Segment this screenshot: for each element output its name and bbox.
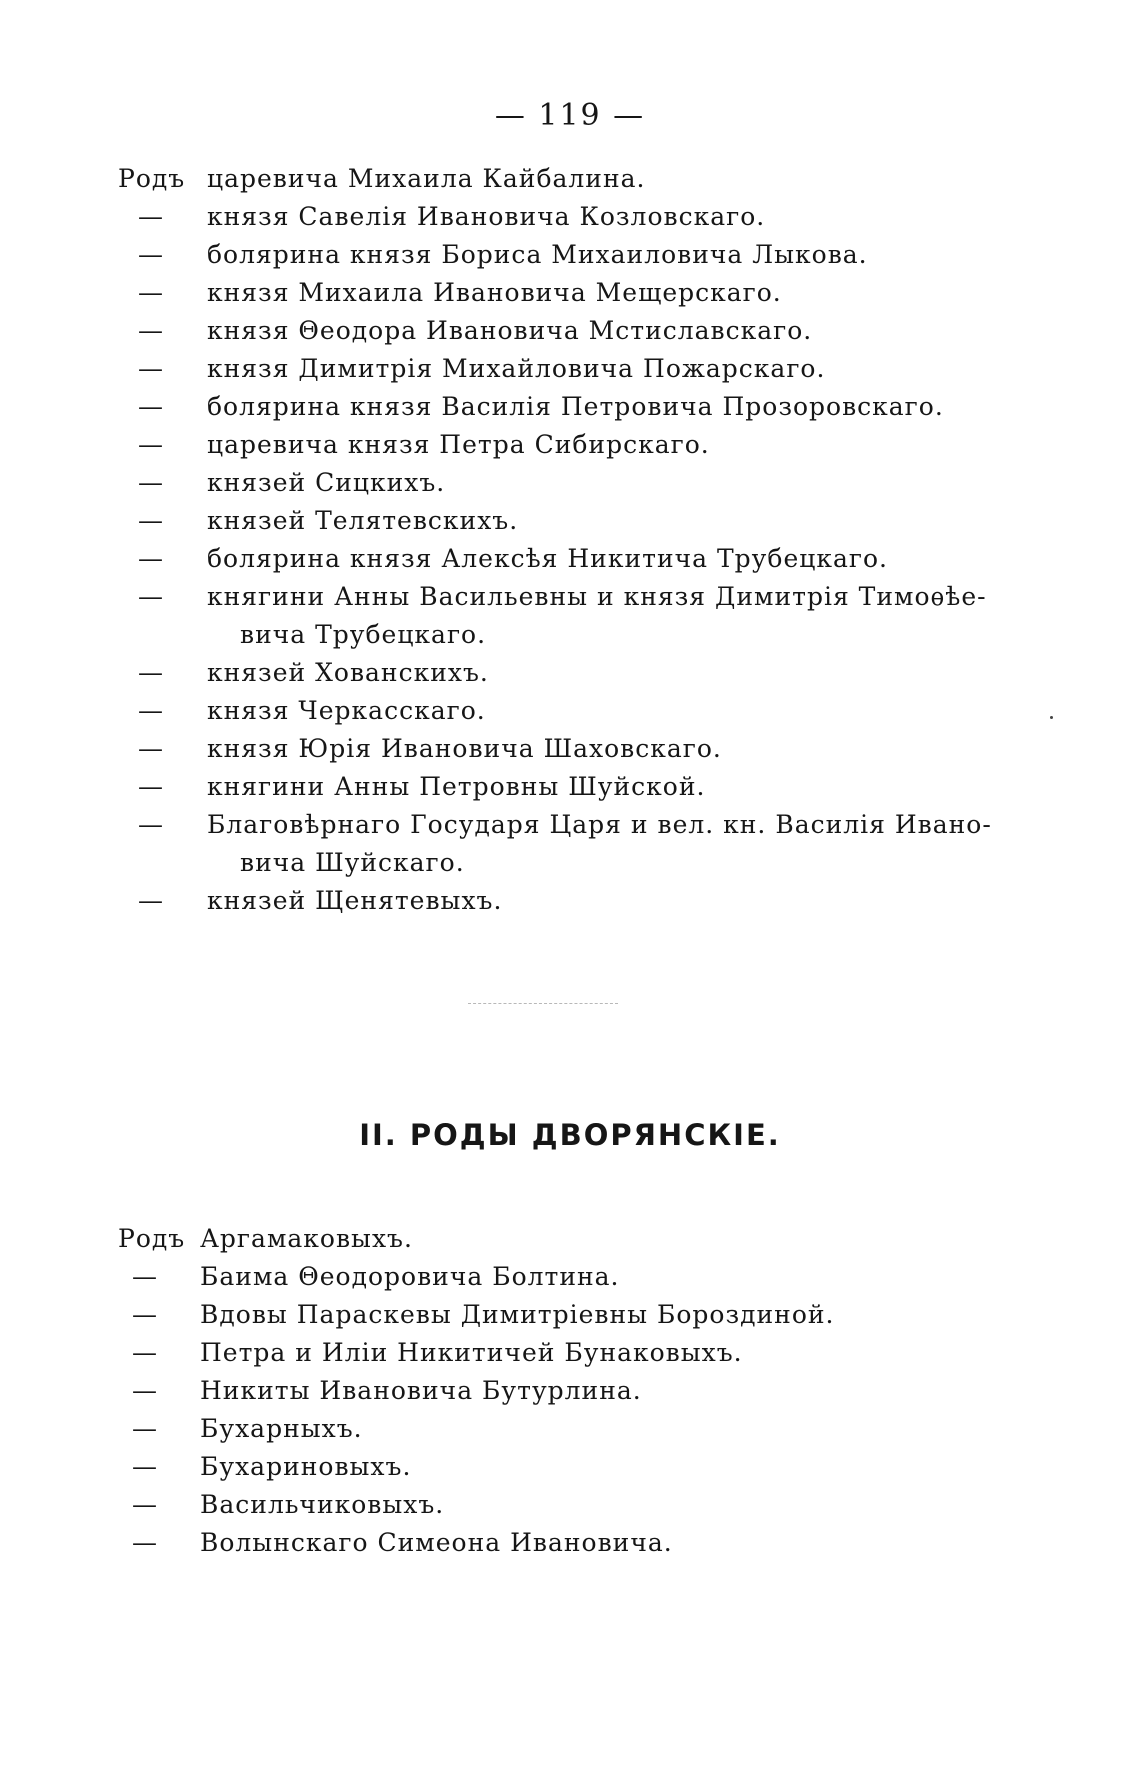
entry-text: Бухариновыхъ.	[200, 1452, 412, 1481]
list-item	[0, 1258, 1140, 1296]
entry-marker: —	[132, 1262, 158, 1291]
entry-marker: —	[138, 316, 164, 345]
entry-marker: —	[138, 202, 164, 231]
list-item	[0, 388, 1140, 426]
print-speck	[1050, 716, 1053, 719]
entry-marker: —	[138, 582, 164, 611]
entry-marker: Родъ	[118, 1224, 186, 1253]
entry-marker: —	[138, 772, 164, 801]
entry-marker: —	[138, 506, 164, 535]
list-item	[0, 426, 1140, 464]
entry-text: царевича князя Петра Сибирскаго.	[207, 430, 710, 459]
entry-marker: —	[132, 1490, 158, 1519]
entry-text: князей Телятевскихъ.	[207, 506, 519, 535]
list-item	[0, 1410, 1140, 1448]
entry-marker: —	[132, 1528, 158, 1557]
entry-text-block	[207, 578, 1047, 654]
entry-text: князей Щенятевыхъ.	[207, 886, 503, 915]
entry-text: князя Черкасскаго.	[207, 696, 486, 725]
entry-marker: —	[132, 1414, 158, 1443]
entry-marker: —	[132, 1452, 158, 1481]
entry-marker: —	[138, 696, 164, 725]
entry-text: князей Сицкихъ.	[207, 468, 446, 497]
entry-marker: —	[138, 734, 164, 763]
list-item	[0, 502, 1140, 540]
entry-text: Аргамаковыхъ.	[200, 1224, 413, 1253]
entry-text: болярина князя Василія Петровича Прозоровскаго.	[207, 392, 944, 421]
list-item	[0, 654, 1140, 692]
noble-families-list	[0, 1220, 1140, 1562]
entry-text: Благовѣрнаго Государя Царя и вел. кн. Василія Ивано-	[207, 810, 992, 839]
list-item	[0, 1486, 1140, 1524]
page-number: — 119 —	[494, 98, 646, 133]
entry-text: болярина князя Бориса Михаиловича Лыкова.	[207, 240, 868, 269]
entry-marker: —	[138, 278, 164, 307]
list-item	[0, 768, 1140, 806]
entry-continuation: вича Трубецкаго.	[240, 620, 487, 649]
entry-text: княгини Анны Васильевны и князя Димитрія Тимоѳѣе-	[207, 582, 987, 611]
list-item	[0, 1372, 1140, 1410]
list-item	[0, 578, 1140, 654]
entry-marker: —	[132, 1376, 158, 1405]
entry-marker: —	[138, 658, 164, 687]
entry-text: князя Юрія Ивановича Шаховскаго.	[207, 734, 722, 763]
entry-marker: —	[138, 354, 164, 383]
list-item	[0, 198, 1140, 236]
section-separator	[468, 1003, 618, 1006]
list-item	[0, 540, 1140, 578]
list-item	[0, 1448, 1140, 1486]
entry-text: царевича Михаила Кайбалина.	[207, 164, 646, 193]
entry-marker: —	[138, 468, 164, 497]
entry-marker: —	[138, 886, 164, 915]
entry-text: Васильчиковыхъ.	[200, 1490, 445, 1519]
section-heading: II. РОДЫ ДВОРЯНСКІЕ.	[359, 1118, 781, 1152]
list-item	[0, 160, 1140, 198]
list-item	[0, 274, 1140, 312]
entry-marker: —	[138, 810, 164, 839]
entry-text: болярина князя Алексѣя Никитича Трубецкаго.	[207, 544, 888, 573]
list-item	[0, 692, 1140, 730]
entry-continuation: вича Шуйскаго.	[240, 848, 465, 877]
entry-text: Волынскаго Симеона Ивановича.	[200, 1528, 673, 1557]
list-item	[0, 1524, 1140, 1562]
entry-marker: —	[138, 544, 164, 573]
entry-text: князя Савелія Ивановича Козловскаго.	[207, 202, 766, 231]
list-item	[0, 1220, 1140, 1258]
entry-text: князя Θеодора Ивановича Мстиславскаго.	[207, 316, 813, 345]
entry-text: Баима Θеодоровича Болтина.	[200, 1262, 620, 1291]
list-item	[0, 730, 1140, 768]
entry-text-block	[207, 806, 1047, 882]
entry-text: Вдовы Параскевы Димитріевны Бороздиной.	[200, 1300, 835, 1329]
list-item	[0, 350, 1140, 388]
princely-families-list	[0, 160, 1140, 920]
list-item	[0, 464, 1140, 502]
entry-marker: —	[132, 1300, 158, 1329]
entry-text: князя Димитрія Михайловича Пожарскаго.	[207, 354, 826, 383]
list-item	[0, 1296, 1140, 1334]
list-item	[0, 806, 1140, 882]
entry-marker: —	[138, 392, 164, 421]
entry-marker: —	[138, 430, 164, 459]
entry-text: Бухарныхъ.	[200, 1414, 363, 1443]
list-item	[0, 236, 1140, 274]
list-item	[0, 1334, 1140, 1372]
entry-text: Никиты Ивановича Бутурлина.	[200, 1376, 642, 1405]
entry-marker: —	[132, 1338, 158, 1367]
list-item	[0, 882, 1140, 920]
entry-marker: —	[138, 240, 164, 269]
list-item	[0, 312, 1140, 350]
entry-text: княгини Анны Петровны Шуйской.	[207, 772, 706, 801]
entry-text: Петра и Иліи Никитичей Бунаковыхъ.	[200, 1338, 743, 1367]
entry-text: князей Хованскихъ.	[207, 658, 489, 687]
entry-marker: Родъ	[118, 164, 186, 193]
entry-text: князя Михаила Ивановича Мещерскаго.	[207, 278, 782, 307]
